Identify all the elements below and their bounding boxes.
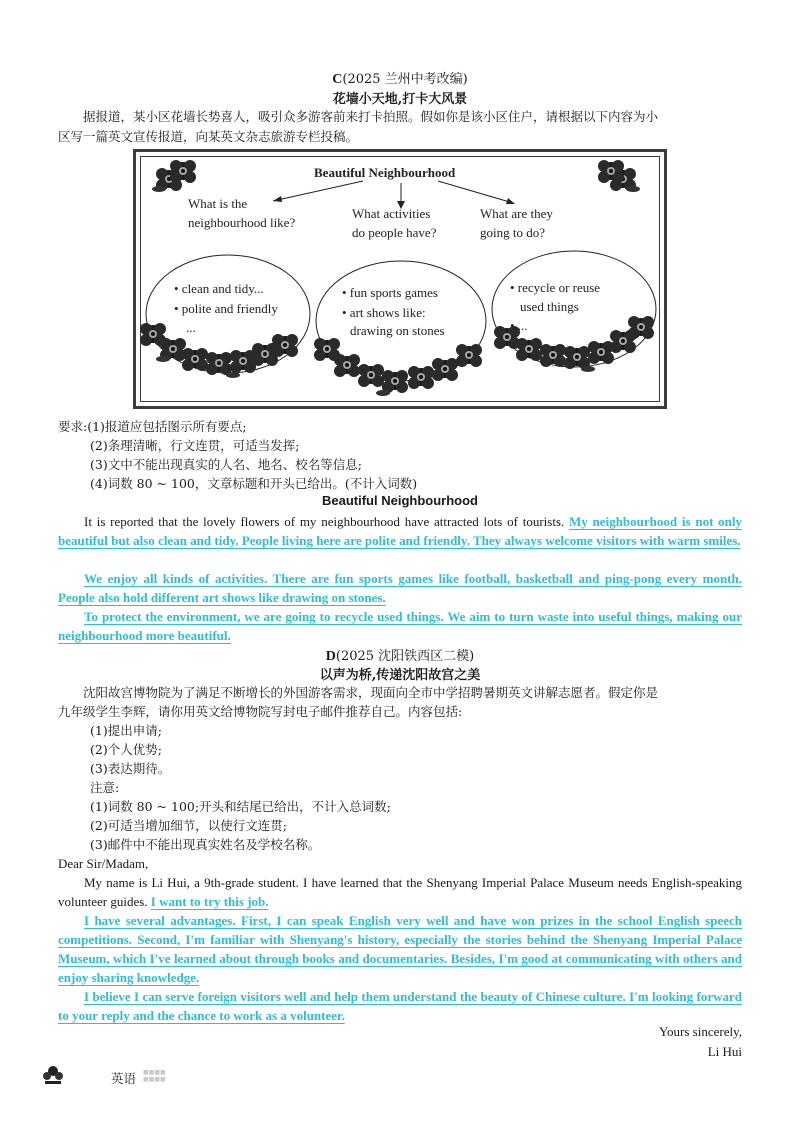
essay-paragraph-1: [58, 512, 742, 550]
section-d-source: (2025 沈阳铁西区二模): [335, 649, 475, 664]
email-paragraph-1: [58, 873, 742, 911]
page-ornament-icon: [40, 1062, 66, 1088]
diagram-bullet-2-1: • fun sports games: [342, 285, 438, 300]
section-c-source: (2025 兰州中考改编): [342, 72, 468, 87]
email-p3-answer: I believe I can serve foreign visitors well and help them understand the beauty of Chinese culture. I'm looking forward to your reply and the chance to work as a volunteer.: [58, 989, 742, 1023]
diagram-bullet-3-1: • recycle or reuse: [510, 280, 601, 295]
flower-garland-left: [140, 323, 298, 378]
email-paragraph-3: [58, 987, 742, 1025]
requirement-1: 要求:(1)报道应包括图示所有要点;: [58, 419, 247, 434]
email-signature: Li Hui: [707, 1044, 742, 1059]
mind-map-diagram: [133, 149, 667, 409]
essay-p1-given: It is reported that the lovely flowers of my neighbourhood have attracted lots of tourists.: [84, 514, 570, 529]
corner-flower-icon-right: [598, 160, 640, 192]
essay-p3-answer: To protect the environment, we are going to recycle used things. We aim to turn waste into useful things, making our neighbourhood more beautiful.: [58, 609, 742, 643]
essay-title: Beautiful Neighbourhood: [322, 493, 478, 508]
essay-p2-answer: We enjoy all kinds of activities. There are fun sports games like football, basketball and ping-pong every month. People also hold different art shows like drawing on stones.: [58, 571, 742, 605]
note-item-3: (3)邮件中不能出现真实姓名及学校名称。: [90, 837, 321, 852]
flower-garland-middle: [314, 338, 482, 396]
section-c-intro-line1: 据报道，某小区花墙长势喜人，吸引众多游客前来打卡拍照。假如你是该小区住户，请根据以下内容为小: [83, 109, 659, 124]
diagram-bullet-3-2: used things: [520, 299, 579, 314]
diagram-question-1-line1: What is the: [188, 196, 248, 211]
requirement-3: (3)文中不能出现真实的人名、地名、校名等信息;: [90, 457, 362, 472]
note-item-2: (2)可适当增加细节，以使行文连贯;: [90, 818, 287, 833]
section-d-heading: [0, 645, 800, 665]
requirement-2: (2)条理清晰，行文连贯，可适当发挥;: [90, 438, 300, 453]
section-d-label: D: [325, 649, 336, 664]
content-item-1: (1)提出申请;: [90, 723, 162, 738]
content-item-2: (2)个人优势;: [90, 742, 162, 757]
diagram-bullet-2-2: • art shows like:: [342, 305, 426, 320]
note-item-1: (1)词数 80 ~ 100;开头和结尾已给出，不计入总词数;: [90, 799, 391, 814]
note-label: 注意:: [90, 780, 120, 795]
diagram-question-1-line2: neighbourhood like?: [188, 215, 296, 230]
section-c-heading: [0, 68, 800, 88]
footer-faint-mark: ■■■■ ■■■■: [143, 1069, 166, 1083]
email-paragraph-2: [58, 911, 742, 987]
email-closing: Yours sincerely,: [658, 1024, 742, 1039]
essay-paragraph-3: [58, 607, 742, 645]
diagram-question-3-line2: going to do?: [480, 225, 545, 240]
email-p2-answer: I have several advantages. First, I can speak English very well and have won prizes in the school English speech competitions. Second, I'm familiar with Shenyang's history, especially the stories behind the Shenyang Imperial Palace Museum, which I've learned about through books and documentaries. Besides, I'm good at communicating with others and enjoy sharing knowledge.: [58, 913, 742, 985]
diagram-bullet-1-1: • clean and tidy...: [174, 281, 264, 296]
diagram-bullet-2-3: drawing on stones: [350, 323, 445, 338]
section-d-intro-line2: 九年级学生李辉，请你用英文给博物院写封电子邮件推荐自己。内容包括:: [58, 704, 463, 719]
diagram-question-2-line2: do people have?: [352, 225, 437, 240]
footer-subject: 英语: [111, 1071, 137, 1086]
essay-p1-answer: My neighbourhood is not only beautiful but also clean and tidy. People living here are polite and friendly. They always welcome visitors with warm smiles.: [58, 514, 743, 548]
diagram-question-3-line1: What are they: [480, 206, 553, 221]
diagram-bullet-3-3: • ...: [510, 318, 528, 333]
section-d-intro-line1: 沈阳故宫博物院为了满足不断增长的外国游客需求，现面向全市中学招聘暑期英文讲解志愿者。假定你是: [83, 685, 659, 700]
section-c-subtitle: 花墙小天地,打卡大风景: [332, 92, 468, 107]
section-d-subtitle: 以声为桥,传递沈阳故宫之美: [319, 668, 481, 683]
email-p1-answer: I want to try this job.: [150, 894, 269, 909]
email-p1-given: My name is Li Hui, a 9th-grade student. I have learned that the Shenyang Imperial Palace Museum needs English-speaking volunteer guides.: [58, 875, 742, 909]
corner-flower-icon-left: [152, 160, 196, 192]
email-greeting: Dear Sir/Madam,: [58, 856, 149, 871]
section-c-label: C: [332, 72, 343, 87]
section-c-intro-line2: 区写一篇英文宣传报道，向某英文杂志旅游专栏投稿。: [58, 129, 359, 144]
content-item-3: (3)表达期待。: [90, 761, 171, 776]
diagram-bullet-1-2: • polite and friendly: [174, 301, 278, 316]
diagram-bullet-1-3: ...: [186, 320, 196, 335]
diagram-title: Beautiful Neighbourhood: [314, 165, 456, 180]
requirement-4: (4)词数 80 ~ 100，文章标题和开头已给出。(不计入词数): [90, 476, 418, 491]
essay-paragraph-2: [58, 569, 742, 607]
diagram-question-2-line1: What activities: [352, 206, 431, 221]
